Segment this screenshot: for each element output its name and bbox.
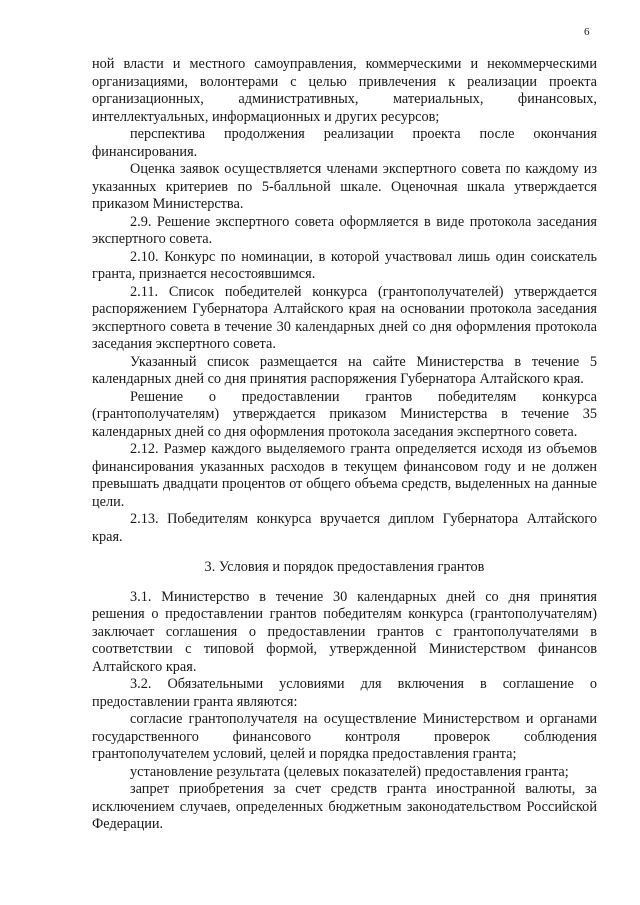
paragraph: Решение о предоставлении грантов победителям конкурса (грантополучателям) утверждается приказом Министерства в течение 35 календарных дней со дня оформления протокола заседания экспертного совета. xyxy=(92,388,597,440)
paragraph: 2.10. Конкурс по номинации, в которой участвовал лишь один соискатель гранта, признается несостоявшимся. xyxy=(92,248,597,282)
paragraph: установление результата (целевых показателей) предоставления гранта; xyxy=(130,763,569,780)
paragraph: Оценка заявок осуществляется членами экспертного совета по каждому из указанных критериев по 5-балльной шкале. Оценочная шкала утверждается приказом Министерства. xyxy=(92,161,597,212)
paragraph: 2.13. Победителям конкурса вручается диплом Губернатора Алтайского края. xyxy=(92,511,597,545)
paragraph: ной власти и местного самоуправления, коммерческими и некоммерческими организациями, волонтерами с целью привлечения к реализации проекта организационных, административных, материальных, финансовых, интеллектуальных, информационных и других ресурсов; xyxy=(92,56,597,125)
page-number: 6 xyxy=(584,26,590,38)
paragraph: 3.1. Министерство в течение 30 календарных дней со дня принятия решения о предоставлении грантов победителям конкурса (грантополучателям) заключает соглашения о предоставлении грантов с грантополучателями в соответствии с типовой формой, утвержденной Министерством финансов Алтайского края. xyxy=(92,588,597,675)
paragraph: согласие грантополучателя на осуществление Министерством и органами государственного финансового контроля проверок соблюдения грантополучателем условий, целей и порядка предоставления гранта; xyxy=(92,711,597,762)
paragraph: 3.2. Обязательными условиями для включения в соглашение о предоставлении гранта являются: xyxy=(92,676,597,710)
paragraph: Указанный список размещается на сайте Министерства в течение 5 календарных дней со дня принятия распоряжения Губернатора Алтайского края. xyxy=(92,353,597,387)
paragraph: запрет приобретения за счет средств гранта иностранной валюты, за исключением случаев, определенных бюджетным законодательством Российской Федерации. xyxy=(92,781,597,832)
paragraph: 2.11. Список победителей конкурса (грантополучателей) утверждается распоряжением Губернатора Алтайского края на основании протокола заседания экспертного совета в течение 30 календарных дней со дня оформления протокола заседания экспертного совета. xyxy=(92,283,597,352)
paragraph: перспектива продолжения реализации проекта после окончания финансирования. xyxy=(92,126,597,160)
document-body xyxy=(92,56,597,834)
paragraph: 2.9. Решение экспертного совета оформляется в виде протокола заседания экспертного совета. xyxy=(92,213,597,247)
paragraph: 2.12. Размер каждого выделяемого гранта определяется исходя из объемов финансирования указанных расходов в текущем финансовом году и не должен превышать двадцати процентов от общего объема средств, выделенных на данные цели. xyxy=(92,441,597,510)
section-heading: 3. Условия и порядок предоставления грантов xyxy=(204,559,485,575)
